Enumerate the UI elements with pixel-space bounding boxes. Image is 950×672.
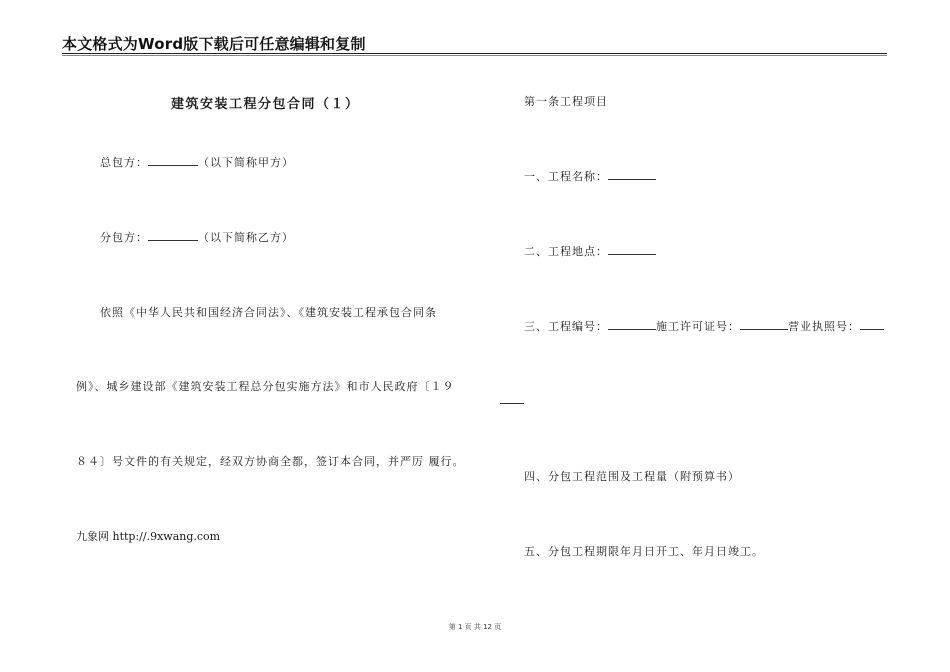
project-number-label: 三、工程编号： xyxy=(524,320,608,333)
project-name-label: 一、工程名称： xyxy=(524,170,608,183)
permit-number-label: 施工许可证号： xyxy=(656,320,740,333)
party-b-label: 分包方： xyxy=(100,231,148,244)
contract-title: 建筑安装工程分包合同（１） xyxy=(171,97,360,112)
project-location-line xyxy=(524,243,656,259)
license-number-blank-continued xyxy=(500,393,524,407)
party-a-line xyxy=(100,154,294,170)
project-location-blank xyxy=(608,244,656,255)
article-1-heading: 第一条工程项目 xyxy=(524,95,608,108)
project-location-label: 二、工程地点： xyxy=(524,245,608,258)
header-note: 本文格式为Word版下载后可任意编辑和复制 xyxy=(62,35,366,53)
basis-line-1: 依照《中华人民共和国经济合同法》、《建筑安装工程承包合同条 xyxy=(100,306,437,319)
permit-number-blank xyxy=(740,319,788,330)
basis-line-3: ８４〕号文件的有关规定，经双方协商全都，签订本合同，并严厉 履行。 xyxy=(76,455,465,468)
party-b-blank xyxy=(148,230,198,241)
license-number-label: 营业执照号： xyxy=(788,320,860,333)
header-divider xyxy=(62,53,887,54)
party-a-blank xyxy=(148,155,198,166)
page-number: 第 1 页 共 12 页 xyxy=(448,623,502,631)
project-name-line xyxy=(524,168,656,184)
work-period-line: 五、分包工程期限年月日开工、年月日竣工。 xyxy=(524,545,764,558)
header-divider-thin xyxy=(62,55,887,56)
project-name-blank xyxy=(608,169,656,180)
project-number-line xyxy=(524,318,884,334)
party-b-suffix: （以下简称乙方） xyxy=(198,231,294,244)
license-number-blank xyxy=(860,319,884,330)
project-number-blank xyxy=(608,319,656,330)
party-a-label: 总包方： xyxy=(100,156,148,169)
party-b-line xyxy=(100,229,294,245)
party-a-suffix: （以下简称甲方） xyxy=(198,156,294,169)
work-scope-line: 四、分包工程范围及工程量（附预算书） xyxy=(524,470,740,483)
basis-line-2: 例》、城乡建设部《建筑安装工程总分包实施方法》和市人民政府〔１９ xyxy=(76,380,455,393)
source-line: 九象网 http://.9xwang.com xyxy=(76,530,221,543)
